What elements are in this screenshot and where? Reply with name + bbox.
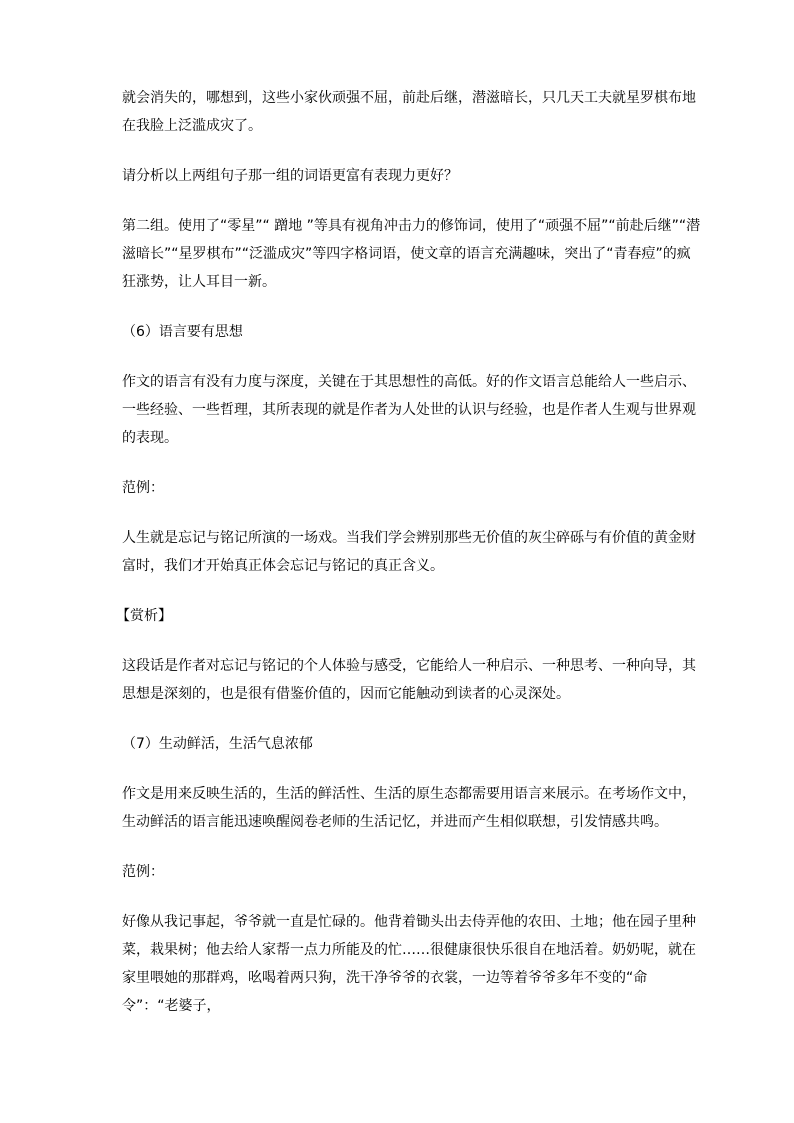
paragraph-answer: 第二组。使用了“零星”“ 蹭地 ”等具有视角冲击力的修饰词，使用了“顽强不屈”“前赴后继”“潜滋暗长”“星罗棋布”“泛滥成灾”等四字格词语，使文章的语言充满趣味，突出了“青春痘”的疯狂涨势，让人耳目一新。 — [122, 218, 701, 290]
appreciation-label: 【赏析】 — [116, 608, 172, 624]
paragraph-appreciation: 这段话是作者对忘记与铭记的个人体验与感受，它能给人一种启示、一种思考、一种向导，其思想是深刻的，也是很有借鉴价值的，因而它能触动到读者的心灵深处。 — [122, 658, 696, 702]
paragraph-section-6-intro: 作文的语言有没有力度与深度，关键在于其思想性的高低。好的作文语言总能给人一些启示、一些经验、一些哲理，其所表现的就是作者为人处世的认识与经验，也是作者人生观与世界观的表现。 — [122, 374, 696, 446]
paragraph-question: 请分析以上两组句子那一组的词语更富有表现力更好？ — [122, 168, 458, 184]
document-body — [116, 84, 702, 1042]
paragraph-continuation: 就会消失的，哪想到，这些小家伙顽强不屈，前赴后继，潜滋暗长，只几天工夫就星罗棋布地在我脸上泛滥成灾了。 — [122, 90, 696, 134]
section-heading-6: （6）语言要有思想 — [122, 324, 243, 340]
paragraph-example-1: 人生就是忘记与铭记所演的一场戏。当我们学会辨别那些无价值的灰尘碎砾与有价值的黄金财富时，我们才开始真正体会忘记与铭记的真正含义。 — [122, 530, 696, 574]
paragraph-example-2: 好像从我记事起，爷爷就一直是忙碌的。他背着锄头出去侍弄他的农田、土地；他在园子里种菜，栽果树；他去给人家帮一点力所能及的忙……很健康很快乐很自在地活着。奶奶呢，就在家里喂她的那群鸡，吆喝着两只狗，洗干净爷爷的衣裳，一边等着爷爷多年不变的“命令”：“老婆子， — [122, 914, 696, 1014]
example-label-2: 范例： — [122, 864, 164, 880]
example-label: 范例： — [122, 480, 164, 496]
paragraph-section-7-intro: 作文是用来反映生活的，生活的鲜活性、生活的原生态都需要用语言来展示。在考场作文中，生动鲜活的语言能迅速唤醒阅卷老师的生活记忆，并进而产生相似联想，引发情感共鸣。 — [122, 786, 696, 830]
section-heading-7: （7）生动鲜活，生活气息浓郁 — [122, 736, 313, 752]
